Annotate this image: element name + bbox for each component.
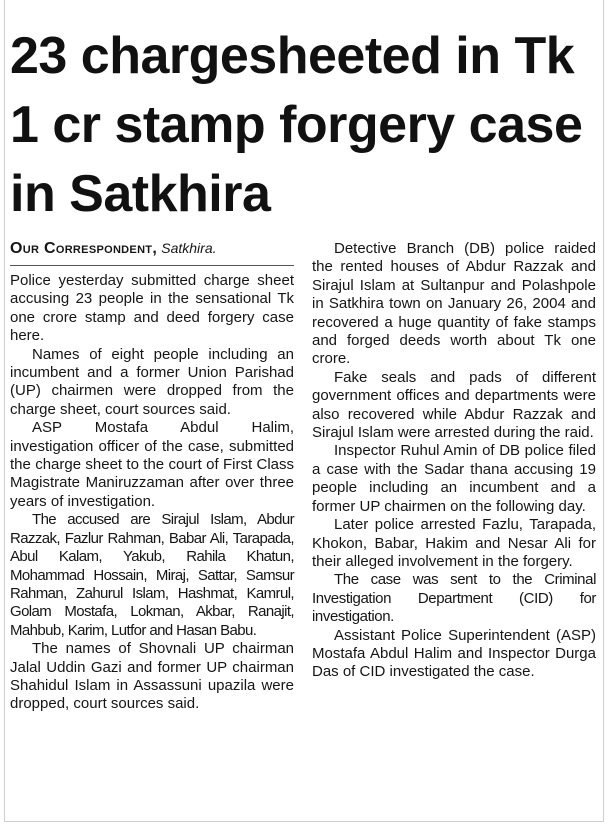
paragraph: Names of eight people including an incumbent and a former Union Parishad (UP) chairmen were dropped from the charge sheet, court sources said. [10,345,294,418]
paragraph: Detective Branch (DB) police raided the rented houses of Abdur Razzak and Sirajul Islam at Sultanpur and Polashpole in Satkhira town on January 26, 2004 and recovered a huge quantity of fake stamps and forged deeds worth about Tk one crore. [312,240,596,368]
byline-place: Satkhira. [161,240,217,256]
paragraph: Fake seals and pads of different government offices and departments were also recovered while Abdur Razzak and Sirajul Islam were arrested during the raid. [312,368,596,442]
article-column-left [10,238,294,714]
article-column-right [312,240,596,682]
paragraph: ASP Mostafa Abdul Halim, investigation officer of the case, submitted the charge sheet to the court of First Class Magistrate Maniruzzaman after over three years of investigation. [10,419,294,510]
paragraph: Assistant Police Superintendent (ASP) Mostafa Abdul Halim and Inspector Durga Das of CID investigated the case. [312,626,596,681]
paragraph: Police yesterday submitted charge sheet accusing 23 people in the sensational Tk one crore stamp and deed forgery case here. [10,272,294,345]
byline-author: Our Correspondent, [10,240,158,257]
paragraph: Inspector Ruhul Amin of DB police filed a case with the Sadar thana accusing 19 people including an incumbent and a former UP chairmen on the following day. [312,442,596,515]
headline: 23 chargesheeted in Tk 1 cr stamp forgery case in Satkhira [10,27,583,223]
paragraph: Later police arrested Fazlu, Tarapada, Khokon, Babar, Hakim and Nesar Ali for their alleged involvement in the forgery. [312,516,596,570]
paragraph: The names of Shovnali UP chairman Jalal Uddin Gazi and former UP chairman Shahidul Islam in Assassuni upazila were dropped, court sources said. [10,640,294,713]
byline [10,238,294,266]
paragraph: The case was sent to the Criminal Investigation Department (CID) for investigation. [312,571,596,626]
paragraph: The accused are Sirajul Islam, Abdur Razzak, Fazlur Rahman, Babar Ali, Tarapada, Abul Kalam, Yakub, Rahila Khatun, Mohammad Hossain, Miraj, Sattar, Samsur Rahman, Zahurul Islam, Hashmat, Kamrul, Golam Mostafa, Lokman, Akbar, Ranajit, Mahbub, Karim, Lutfor and Hasan Babu. [10,511,294,639]
